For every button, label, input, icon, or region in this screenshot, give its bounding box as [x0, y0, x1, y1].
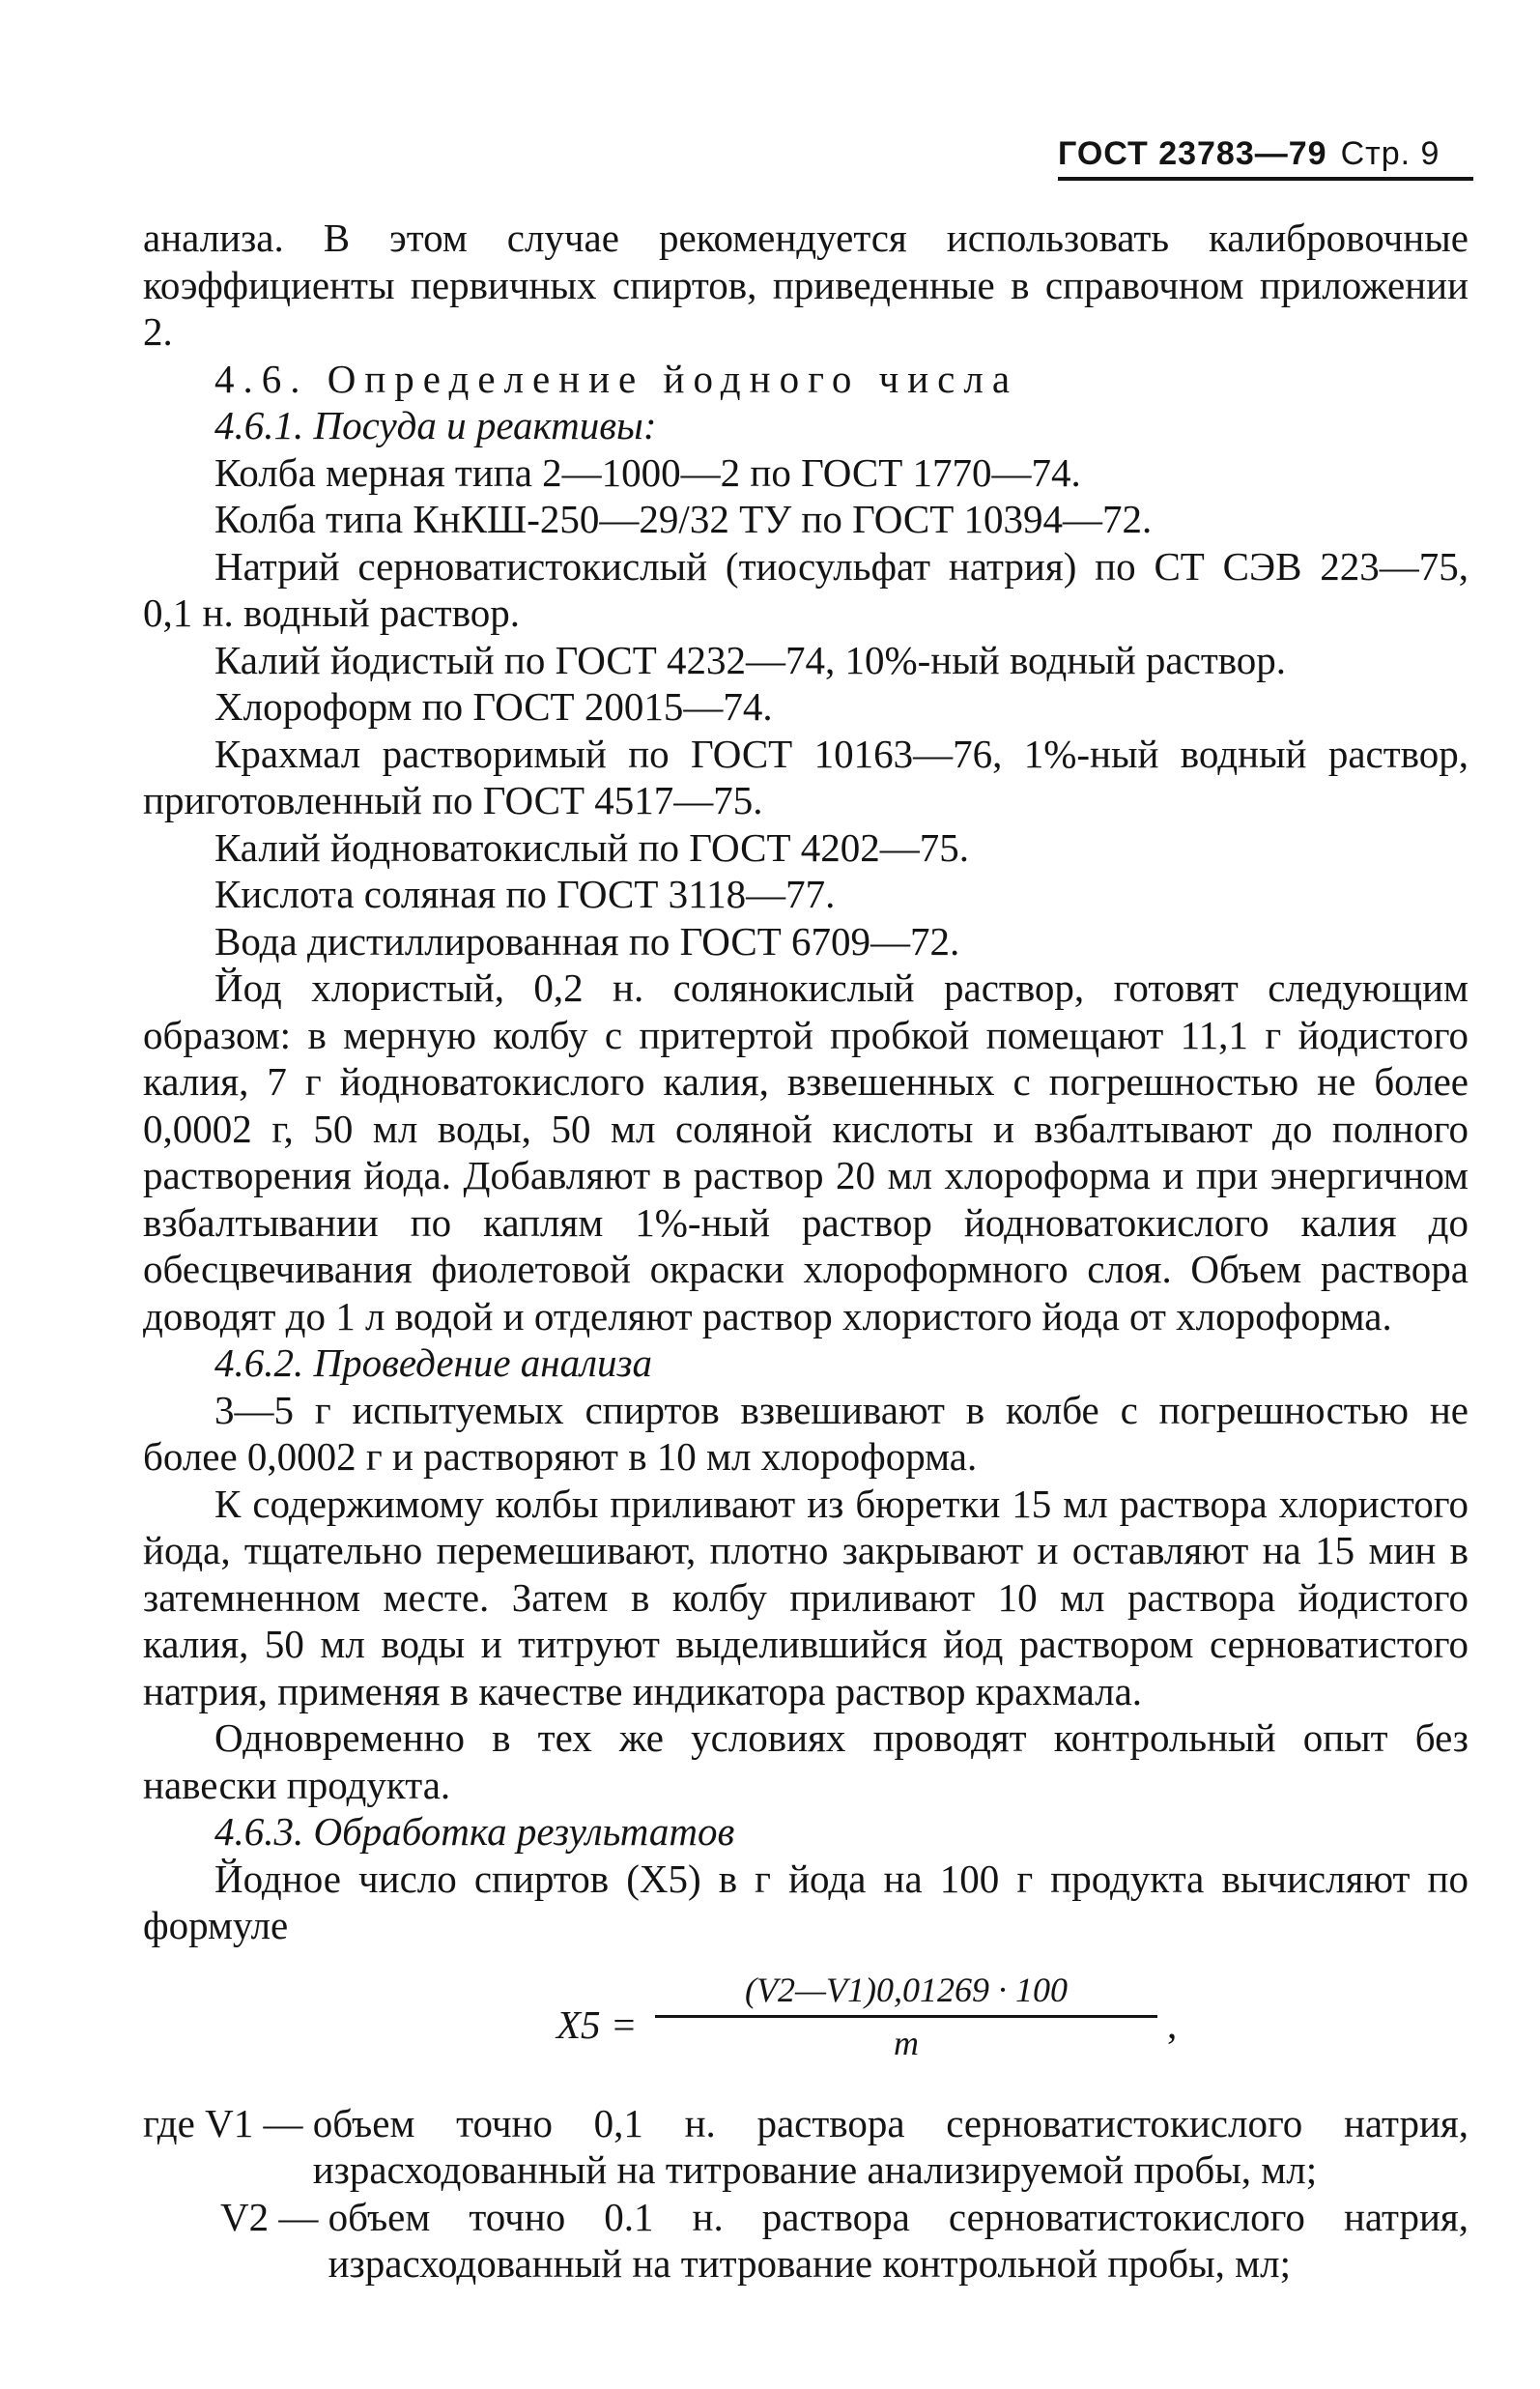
- procedure-paragraph: К содержимому колбы приливают из бюретки 15 мл раствора хлористого йода, тщательно перемешивают, плотно закрывают и оставляют на 15 мин в затемненном месте. Затем в колбу приливают 10 мл раствора йодистого калия, 50 мл воды и титруют выделившийся йод раствором серноватистого натрия, применяя в качестве индикатора раствор крахмала.: [143, 1481, 1469, 1713]
- definition-lead: где V1 —: [143, 2100, 313, 2145]
- definition-v2: [143, 2194, 1469, 2288]
- formula-trailing-comma: ,: [1167, 2001, 1178, 2047]
- paragraph-continuation: анализа. В этом случае рекомендуется использовать калибровочные коэффициенты первичных спиртов, приведенные в справочном приложении 2.: [143, 216, 1469, 354]
- procedure-paragraph: Одновременно в тех же условиях проводят контрольный опыт без навески продукта.: [143, 1715, 1469, 1807]
- body-text: [143, 215, 1469, 2288]
- reagent-item: Колба мерная типа 2—1000—2 по ГОСТ 1770—74.: [214, 449, 1081, 495]
- reagent-item: Калий йодноватокислый по ГОСТ 4202—75.: [214, 824, 969, 870]
- definition-text: объем точно 0.1 н. раствора серноватистокислого натрия, израсходованный на титрование контрольной пробы, мл;: [328, 2194, 1469, 2286]
- page-header: [1058, 135, 1473, 181]
- reagent-preparation-paragraph: Йод хлористый, 0,2 н. солянокислый раствор, готовят следующим образом: в мерную колбу с притертой пробкой помещают 11,1 г йодистого калия, 7 г йодноватокислого калия, взвешенных с погрешностью не более 0,0002 г, 50 мл воды, 50 мл соляной кислоты и взбалтывают до полного растворения йода. Добавляют в раствор 20 мл хлороформа и при энергичном взбалтывании по каплям 1%-ный раствор йодноватокислого калия до обесцвечивания фиолетовой окраски хлороформного слоя. Объем раствора доводят до 1 л водой и отделяют раствор хлористого йода от хлороформа.: [143, 965, 1469, 1338]
- formula-intro-paragraph: Йодное число спиртов (X5) в г йода на 100 г продукта вычисляют по формуле: [143, 1856, 1469, 1947]
- formula-lhs: X5 =: [556, 2001, 638, 2047]
- section-heading-4-6: 4.6. Определение йодного числа: [214, 356, 1019, 401]
- reagent-item: Кислота соляная по ГОСТ 3118—77.: [214, 872, 836, 916]
- formula-fraction: [655, 1967, 1157, 2067]
- procedure-paragraph: 3—5 г испытуемых спиртов взвешивают в колбе с погрешностью не более 0,0002 г и растворяют в 10 мл хлороформа.: [143, 1387, 1469, 1479]
- definition-text: объем точно 0,1 н. раствора серноватистокислого натрия, израсходованный на титрование анализируемой пробы, мл;: [312, 2100, 1469, 2192]
- formula-denominator: m: [894, 2024, 919, 2062]
- standard-number: ГОСТ 23783—79: [1058, 135, 1327, 172]
- variable-definitions: [143, 2100, 1469, 2288]
- formula-numerator: (V2—V1)0,01269 · 100: [655, 1967, 1157, 2019]
- subsection-heading-4-6-2: 4.6.2. Проведение анализа: [214, 1340, 653, 1385]
- reagent-item: Калий йодистый по ГОСТ 4232—74, 10%-ный водный раствор.: [214, 637, 1287, 682]
- reagent-item: Крахмал растворимый по ГОСТ 10163—76, 1%-ный водный раствор, приготовленный по ГОСТ 4517—75.: [143, 731, 1469, 822]
- definition-lead: V2 —: [220, 2194, 328, 2239]
- iodine-number-formula: [143, 1967, 1469, 2075]
- subsection-heading-4-6-1: 4.6.1. Посуда и реактивы:: [214, 403, 657, 447]
- reagent-item: Хлороформ по ГОСТ 20015—74.: [214, 684, 773, 729]
- page-number: Стр. 9: [1340, 135, 1440, 172]
- definition-v1: [143, 2100, 1469, 2194]
- reagent-item: Натрий серноватистокислый (тиосульфат натрия) по СТ СЭВ 223—75, 0,1 н. водный раствор.: [143, 543, 1469, 635]
- reagent-item: Колба типа КнКШ-250—29/32 ТУ по ГОСТ 10394—72.: [214, 497, 1153, 541]
- subsection-heading-4-6-3: 4.6.3. Обработка результатов: [214, 1809, 735, 1854]
- reagent-item: Вода дистиллированная по ГОСТ 6709—72.: [214, 918, 960, 964]
